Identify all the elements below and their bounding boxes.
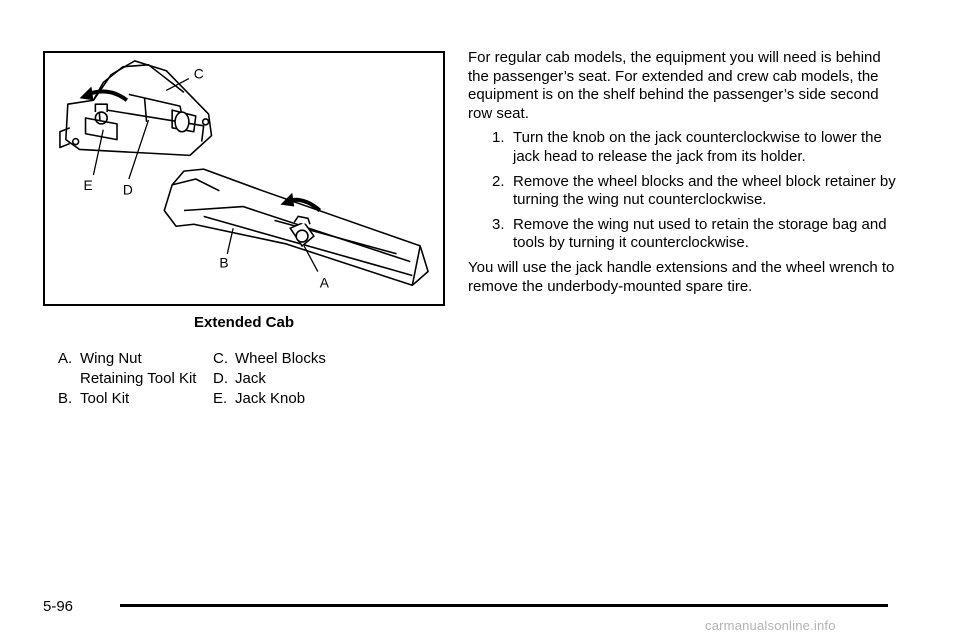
legend-text-continuation: Retaining Tool Kit [80, 370, 197, 387]
wheel-blocks-jack-drawing [60, 61, 212, 155]
instruction-column [468, 49, 898, 302]
legend-text: Wing Nut [80, 350, 142, 367]
rotation-arrow-upper-head [80, 86, 94, 100]
figure-frame [43, 51, 445, 306]
page-number: 5-96 [43, 598, 74, 615]
step-number: 3. [492, 215, 505, 233]
closing-paragraph: You will use the jack handle extensions and the wheel wrench to remove the underbody-mounted spare tire. [468, 258, 895, 295]
step-number: 2. [492, 172, 505, 190]
step-item [468, 216, 898, 253]
legend-item [213, 389, 326, 409]
steps-list [468, 129, 898, 253]
legend-letter: E. [213, 390, 228, 407]
extended-cab-illustration [45, 53, 443, 304]
legend-letter: A. [58, 350, 73, 367]
figure-caption: Extended Cab [193, 314, 295, 331]
legend-letter: B. [58, 390, 73, 407]
legend-column-right [213, 349, 326, 409]
footer-rule [120, 604, 888, 607]
legend-text: Wheel Blocks [235, 350, 326, 367]
legend-text: Tool Kit [80, 390, 130, 407]
page-footer [43, 598, 888, 618]
legend-text: Jack [235, 370, 266, 387]
callout-d: D [122, 182, 133, 198]
legend-text: Jack Knob [235, 390, 306, 407]
legend-item [58, 349, 196, 369]
legend-letter: C. [213, 350, 228, 367]
callout-c: C [193, 66, 204, 82]
intro-paragraph: For regular cab models, the equipment you will need is behind the passenger’s seat. For extended and crew cab models, the equipment is on the shelf behind the passenger’s side second row seat. [468, 49, 881, 122]
callout-e: E [83, 177, 93, 193]
step-item [468, 129, 898, 166]
step-number: 1. [492, 129, 505, 147]
watermark: carmanualsonline.info [705, 618, 836, 633]
step-item [468, 173, 898, 210]
legend-item [213, 349, 326, 369]
legend-item [213, 369, 326, 389]
callout-a: A [319, 275, 329, 291]
legend-column-left [58, 349, 196, 409]
legend-letter: D. [213, 370, 228, 387]
legend-item [58, 389, 196, 409]
step-text: Remove the wing nut used to retain the storage bag and tools by turning it counterclockwise. [513, 215, 887, 252]
step-text: Remove the wheel blocks and the wheel block retainer by turning the wing nut counterclockwise. [513, 172, 896, 209]
callout-b: B [219, 255, 229, 271]
step-text: Turn the knob on the jack counterclockwise to lower the jack head to release the jack from its holder. [513, 129, 882, 165]
